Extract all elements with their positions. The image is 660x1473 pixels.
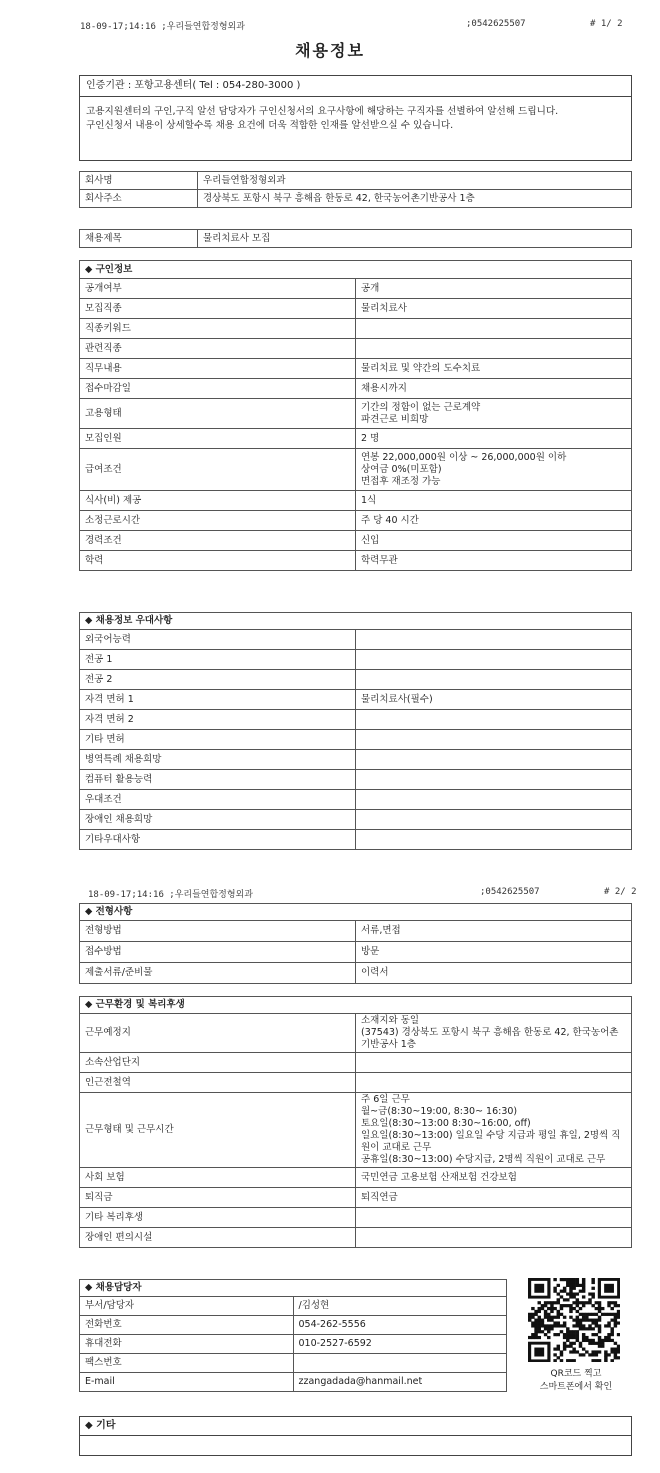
table-row xyxy=(80,963,632,984)
row-value xyxy=(356,449,632,491)
row-value-line: 연봉 22,000,000원 이상 ~ 26,000,000원 이하 xyxy=(361,451,567,463)
row-label: 공개여부 xyxy=(80,279,356,299)
row-value-line: 기간의 정함이 없는 근로계약 xyxy=(361,401,481,413)
row-label: 전공 1 xyxy=(80,650,356,670)
row-value-line: 월~금(8:30~19:00, 8:30~ 16:30) xyxy=(361,1106,518,1117)
fax-header-page-2: # 2/ 2 xyxy=(604,887,637,897)
row-label: 고용형태 xyxy=(80,399,356,429)
table-row xyxy=(80,1188,632,1208)
section-header: ◆ 구인정보 xyxy=(80,261,632,279)
row-label: 기타 복리후생 xyxy=(80,1208,356,1228)
row-value xyxy=(293,1335,507,1354)
table-row xyxy=(80,790,632,810)
row-value xyxy=(356,511,632,531)
contact-table xyxy=(79,1279,507,1392)
company-table xyxy=(79,171,632,208)
row-label: 모집직종 xyxy=(80,299,356,319)
table-row xyxy=(80,230,632,248)
row-value xyxy=(293,1316,507,1335)
table-row xyxy=(80,810,632,830)
row-value-line: 010-2527-6592 xyxy=(298,1338,372,1349)
row-value-line: 물리치료 및 약간의 도수치료 xyxy=(361,362,481,374)
row-value xyxy=(356,1053,632,1073)
section-header-row xyxy=(80,997,632,1014)
agency-line: 인증기관 : 포항고용센터( Tel : 054-280-3000 ) xyxy=(80,76,631,97)
table-row xyxy=(80,1228,632,1248)
table-row xyxy=(80,449,632,491)
row-value xyxy=(356,279,632,299)
fax-header-left-2: 18-09-17;14:16 ;우리들연합정형외과 xyxy=(88,890,253,900)
section-header: ◆ 채용담당자 xyxy=(80,1280,507,1297)
row-label: 관련직종 xyxy=(80,339,356,359)
fax-header-number-2: ;0542625507 xyxy=(480,887,540,897)
row-value-line: 토요일(8:30~13:00 8:30~16:00, off) xyxy=(361,1118,531,1129)
intro-text xyxy=(80,97,631,141)
table-row xyxy=(80,299,632,319)
row-label: 장애인 채용희망 xyxy=(80,810,356,830)
row-value-line: (37543) 경상북도 포항시 북구 흥해읍 한동로 42, 한국농어촌기반공사 1층 xyxy=(361,1027,619,1050)
table-row xyxy=(80,1093,632,1168)
row-value-line: 신입 xyxy=(361,534,380,546)
table-row xyxy=(80,1208,632,1228)
row-label: 부서/담당자 xyxy=(80,1297,294,1316)
row-value-line: 물리치료사 xyxy=(361,302,407,314)
table-row xyxy=(80,630,632,650)
table-row xyxy=(80,921,632,942)
preference-table xyxy=(79,612,632,850)
row-value xyxy=(356,630,632,650)
row-label: 접수마감일 xyxy=(80,379,356,399)
table-row xyxy=(80,190,632,208)
section-header-row xyxy=(80,904,632,921)
fax-header-number: ;0542625507 xyxy=(466,19,526,29)
table-row xyxy=(80,710,632,730)
row-label: 사회 보험 xyxy=(80,1168,356,1188)
row-value-line: 054-262-5556 xyxy=(298,1319,366,1330)
row-value xyxy=(356,491,632,511)
row-value xyxy=(356,1093,632,1168)
row-value xyxy=(356,810,632,830)
row-label: 근무형태 및 근무시간 xyxy=(80,1093,356,1168)
row-value xyxy=(293,1354,507,1373)
intro-line: 고용지원센터의 구인,구직 알선 담당자가 구인신청서의 요구사항에 해당하는 구직자를 선별하여 알선해 드립니다. xyxy=(86,106,559,117)
table-row xyxy=(80,172,632,190)
row-label: 기타 면허 xyxy=(80,730,356,750)
table-row xyxy=(80,319,632,339)
section-header: ◆ 채용정보 우대사항 xyxy=(80,613,632,630)
row-label: 직무내용 xyxy=(80,359,356,379)
row-value xyxy=(356,1228,632,1248)
row-value-line: 공개 xyxy=(361,282,380,294)
section-header-row xyxy=(80,613,632,630)
row-value xyxy=(356,710,632,730)
screening-table xyxy=(79,903,632,984)
row-value xyxy=(356,359,632,379)
qr-code-icon xyxy=(528,1278,620,1362)
row-label: 전화번호 xyxy=(80,1316,294,1335)
row-value-line: 소재지와 동일 xyxy=(361,1015,420,1026)
row-label: 근무예정지 xyxy=(80,1014,356,1053)
table-row xyxy=(80,399,632,429)
qr-caption-line: QR코드 찍고 xyxy=(550,1369,602,1379)
row-value-line: 일요일(8:30~13:00) 일요일 수당 지급과 평일 휴일, 2명씩 직원이 교대로 근무 xyxy=(361,1130,621,1153)
row-value-line: 방문 xyxy=(361,946,380,957)
row-label: 퇴직금 xyxy=(80,1188,356,1208)
qr-caption xyxy=(520,1368,632,1394)
row-label: 외국어능력 xyxy=(80,630,356,650)
fax-header-page: # 1/ 2 xyxy=(590,19,623,29)
row-value xyxy=(356,790,632,810)
table-row xyxy=(80,1373,507,1392)
row-label: E-mail xyxy=(80,1373,294,1392)
row-value-line: 공휴일(8:30~13:00) 수당지급, 2명씩 직원이 교대로 근무 xyxy=(361,1154,606,1165)
row-value xyxy=(356,1014,632,1053)
table-row xyxy=(80,690,632,710)
row-value: 우리들연합정형외과 xyxy=(198,172,632,190)
table-row xyxy=(80,279,632,299)
section-header-row xyxy=(80,261,632,279)
row-label: 전공 2 xyxy=(80,670,356,690)
row-value-line: 채용시까지 xyxy=(361,382,407,394)
table-row xyxy=(80,1354,507,1373)
row-value-line: 주 6일 근무 xyxy=(361,1094,410,1105)
row-value-line: 물리치료사(필수) xyxy=(361,693,433,705)
other-header: ◆ 기타 xyxy=(80,1417,631,1436)
row-label: 전형방법 xyxy=(80,921,356,942)
row-value-line: 파견근로 비희망 xyxy=(361,413,429,425)
table-row xyxy=(80,1053,632,1073)
table-row xyxy=(80,359,632,379)
row-value xyxy=(356,650,632,670)
row-value xyxy=(356,963,632,984)
row-value xyxy=(356,670,632,690)
row-label: 식사(비) 제공 xyxy=(80,491,356,511)
row-label: 자격 면허 1 xyxy=(80,690,356,710)
table-row xyxy=(80,511,632,531)
table-row xyxy=(80,942,632,963)
row-value xyxy=(356,750,632,770)
qr-caption-line: 스마트폰에서 확인 xyxy=(539,1382,613,1392)
row-label: 인근전철역 xyxy=(80,1073,356,1093)
other-box xyxy=(79,1416,632,1456)
row-value xyxy=(356,730,632,750)
row-label: 장애인 편의시설 xyxy=(80,1228,356,1248)
table-row xyxy=(80,379,632,399)
row-value xyxy=(356,921,632,942)
row-value-line: 서류,면접 xyxy=(361,925,401,936)
row-value-line: 이력서 xyxy=(361,967,389,978)
row-label: 모집인원 xyxy=(80,429,356,449)
row-label: 학력 xyxy=(80,551,356,571)
row-value xyxy=(356,339,632,359)
table-row xyxy=(80,1297,507,1316)
table-row xyxy=(80,650,632,670)
table-row xyxy=(80,1168,632,1188)
table-row xyxy=(80,551,632,571)
row-value-line: 국민연금 고용보험 산재보험 건강보험 xyxy=(361,1171,517,1183)
fax-header-left: 18-09-17;14:16 ;우리들연합정형외과 xyxy=(80,22,245,32)
row-label: 병역특례 채용희망 xyxy=(80,750,356,770)
table-row xyxy=(80,531,632,551)
row-value xyxy=(356,399,632,429)
row-label: 채용제목 xyxy=(80,230,198,248)
row-label: 컴퓨터 활용능력 xyxy=(80,770,356,790)
row-value xyxy=(293,1373,507,1392)
row-label: 소속산업단지 xyxy=(80,1053,356,1073)
row-label: 우대조건 xyxy=(80,790,356,810)
row-label: 휴대전화 xyxy=(80,1335,294,1354)
table-row xyxy=(80,1316,507,1335)
table-row xyxy=(80,1073,632,1093)
row-value xyxy=(356,379,632,399)
recruit-info-table xyxy=(79,260,632,571)
table-row xyxy=(80,491,632,511)
job-title-table xyxy=(79,229,632,248)
row-label: 제출서류/준비물 xyxy=(80,963,356,984)
row-value xyxy=(356,1073,632,1093)
row-value xyxy=(293,1297,507,1316)
work-env-table xyxy=(79,996,632,1248)
row-label: 급여조건 xyxy=(80,449,356,491)
row-value xyxy=(356,942,632,963)
section-header: ◆ 전형사항 xyxy=(80,904,632,921)
table-row xyxy=(80,750,632,770)
row-value-line: /김성현 xyxy=(298,1300,330,1311)
row-value xyxy=(356,319,632,339)
row-label: 기타우대사항 xyxy=(80,830,356,850)
table-row xyxy=(80,670,632,690)
row-label: 자격 면허 2 xyxy=(80,710,356,730)
table-row xyxy=(80,1014,632,1053)
row-value: 경상북도 포항시 북구 흥해읍 한동로 42, 한국농어촌기반공사 1층 xyxy=(198,190,632,208)
row-label: 팩스번호 xyxy=(80,1354,294,1373)
row-value xyxy=(356,531,632,551)
row-value xyxy=(356,770,632,790)
row-value-line: 1식 xyxy=(361,494,377,506)
intro-box xyxy=(79,75,632,161)
row-label: 직종키워드 xyxy=(80,319,356,339)
row-value-line: 퇴직연금 xyxy=(361,1191,398,1203)
table-row xyxy=(80,730,632,750)
intro-line: 구인신청서 내용이 상세할수록 채용 요건에 더욱 적합한 인재를 알선받으실 수 있습니다. xyxy=(86,120,454,131)
row-label: 회사명 xyxy=(80,172,198,190)
row-value-line: 학력무관 xyxy=(361,554,398,566)
row-value-line: 주 당 40 시간 xyxy=(361,514,419,526)
table-row xyxy=(80,429,632,449)
table-row xyxy=(80,339,632,359)
row-label: 소정근로시간 xyxy=(80,511,356,531)
row-value-line: 면접후 재조정 가능 xyxy=(361,475,441,487)
section-header: ◆ 근무환경 및 복리후생 xyxy=(80,997,632,1014)
page-title: 채용정보 xyxy=(295,41,365,60)
section-header-row xyxy=(80,1280,507,1297)
row-value-line: 상여금 0%(미포함) xyxy=(361,463,442,475)
row-label: 경력조건 xyxy=(80,531,356,551)
row-value-line: zzangadada@hanmail.net xyxy=(298,1376,423,1387)
row-label: 접수방법 xyxy=(80,942,356,963)
row-value xyxy=(356,299,632,319)
row-value: 물리치료사 모집 xyxy=(198,230,632,248)
table-row xyxy=(80,770,632,790)
row-value xyxy=(356,1188,632,1208)
row-value-line: 2 명 xyxy=(361,432,380,444)
row-value xyxy=(356,830,632,850)
row-value xyxy=(356,429,632,449)
row-value xyxy=(356,1168,632,1188)
row-value xyxy=(356,1208,632,1228)
table-row xyxy=(80,1335,507,1354)
row-value xyxy=(356,551,632,571)
table-row xyxy=(80,830,632,850)
row-label: 회사주소 xyxy=(80,190,198,208)
row-value xyxy=(356,690,632,710)
